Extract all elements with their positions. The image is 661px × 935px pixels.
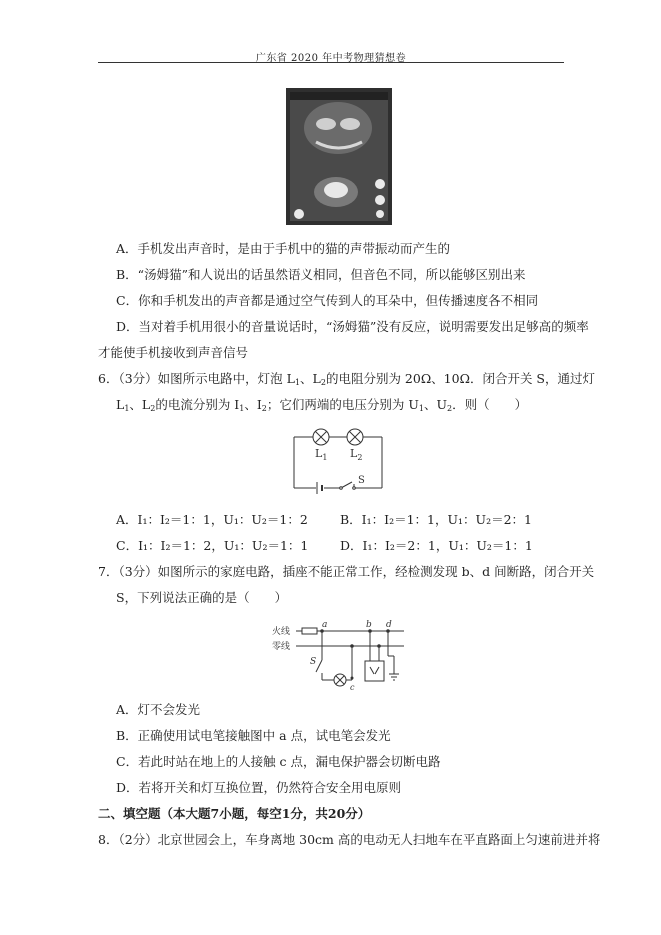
- page-header-title: 广东省 2020 年中考物理猜想卷: [255, 53, 407, 64]
- q7-option-c: C．若此时站在地上的人接触 c 点，漏电保护器会切断电路: [116, 754, 441, 769]
- q5-option-a: A．手机发出声音时，是由于手机中的猫的声带振动而产生的: [116, 241, 451, 256]
- q5-option-c: C．你和手机发出的声音都是通过空气传到人的耳朵中，但传播速度各不相同: [116, 293, 539, 308]
- label-b: b: [366, 620, 372, 630]
- q6-option-d: D．I₁：I₂＝2：1，U₁：U₂＝1：1: [340, 538, 533, 553]
- bulb-l1-icon: [313, 429, 329, 445]
- section-title: 二、填空题（本大题7小题，每空1分，共20分）: [98, 806, 371, 821]
- q7-option-a: A．灯不会发光: [116, 702, 201, 717]
- switch-icon: [340, 482, 356, 489]
- q7-stem-line1: 7．（3分）如图所示的家庭电路，插座不能正常工作，经检测发现 b、d 间断路，闭合开关: [98, 564, 595, 579]
- q7-circuit-diagram: [270, 616, 410, 692]
- q7-stem-line2: S，下列说法正确的是（ ）: [116, 590, 288, 605]
- q6-circuit-diagram: [288, 424, 388, 496]
- label-l1: $L_1$: [315, 447, 328, 462]
- label-a: a: [322, 620, 328, 630]
- q6-stem-line2: $L_1$、$L_2$的电流分别为 $I_1$、$I_2$；它们两端的电压分别为 $U_1$、$U_2$．则（ ）: [116, 397, 528, 413]
- battery-icon: [317, 482, 322, 494]
- label-neutral-wire: 零线: [272, 642, 291, 652]
- socket-icon: [365, 661, 384, 681]
- q5-option-d-cont: 才能使手机接收到声音信号: [98, 345, 249, 360]
- q7-option-d: D．若将开关和灯互换位置，仍然符合安全用电原则: [116, 780, 402, 795]
- q5-option-d: D．当对着手机用很小的音量说话时，“汤姆猫”没有反应，说明需要发出足够高的频率: [116, 319, 589, 334]
- label-d: d: [386, 620, 392, 630]
- q6-option-b: B．I₁：I₂＝1：1，U₁：U₂＝2：1: [340, 512, 532, 527]
- label-s: S: [310, 657, 317, 667]
- ground-icon: [389, 674, 399, 680]
- label-c: c: [350, 683, 355, 692]
- q6-option-a: A．I₁：I₂＝1：1，U₁：U₂＝1：2: [116, 512, 308, 527]
- label-live-wire: 火线: [272, 627, 291, 637]
- label-s: S: [358, 475, 365, 486]
- lamp-icon: [334, 674, 346, 686]
- q7-option-b: B．正确使用试电笔接触图中 a 点，试电笔会发光: [116, 728, 391, 743]
- header-divider: [98, 62, 564, 63]
- q8-stem-line1: 8．（2分）北京世园会上，车身离地 30cm 高的电动无人扫地车在平直路面上匀速前进并将: [98, 832, 601, 847]
- bulb-l2-icon: [347, 429, 363, 445]
- q6-stem-line1: 6．（3分）如图所示电路中，灯泡 $L_1$、$L_2$的电阻分别为 20Ω、10Ω．闭合开关 S，通过灯: [98, 371, 595, 387]
- q5-option-b: B．“汤姆猫”和人说出的话虽然语义相同，但音色不同，所以能够区别出来: [116, 267, 526, 282]
- fuse-icon: [302, 628, 317, 634]
- q6-option-c: C．I₁：I₂＝1：2，U₁：U₂＝1：1: [116, 538, 309, 553]
- switch-icon: [316, 660, 322, 672]
- label-l2: $L_2$: [350, 447, 363, 462]
- question-photo: [286, 88, 392, 225]
